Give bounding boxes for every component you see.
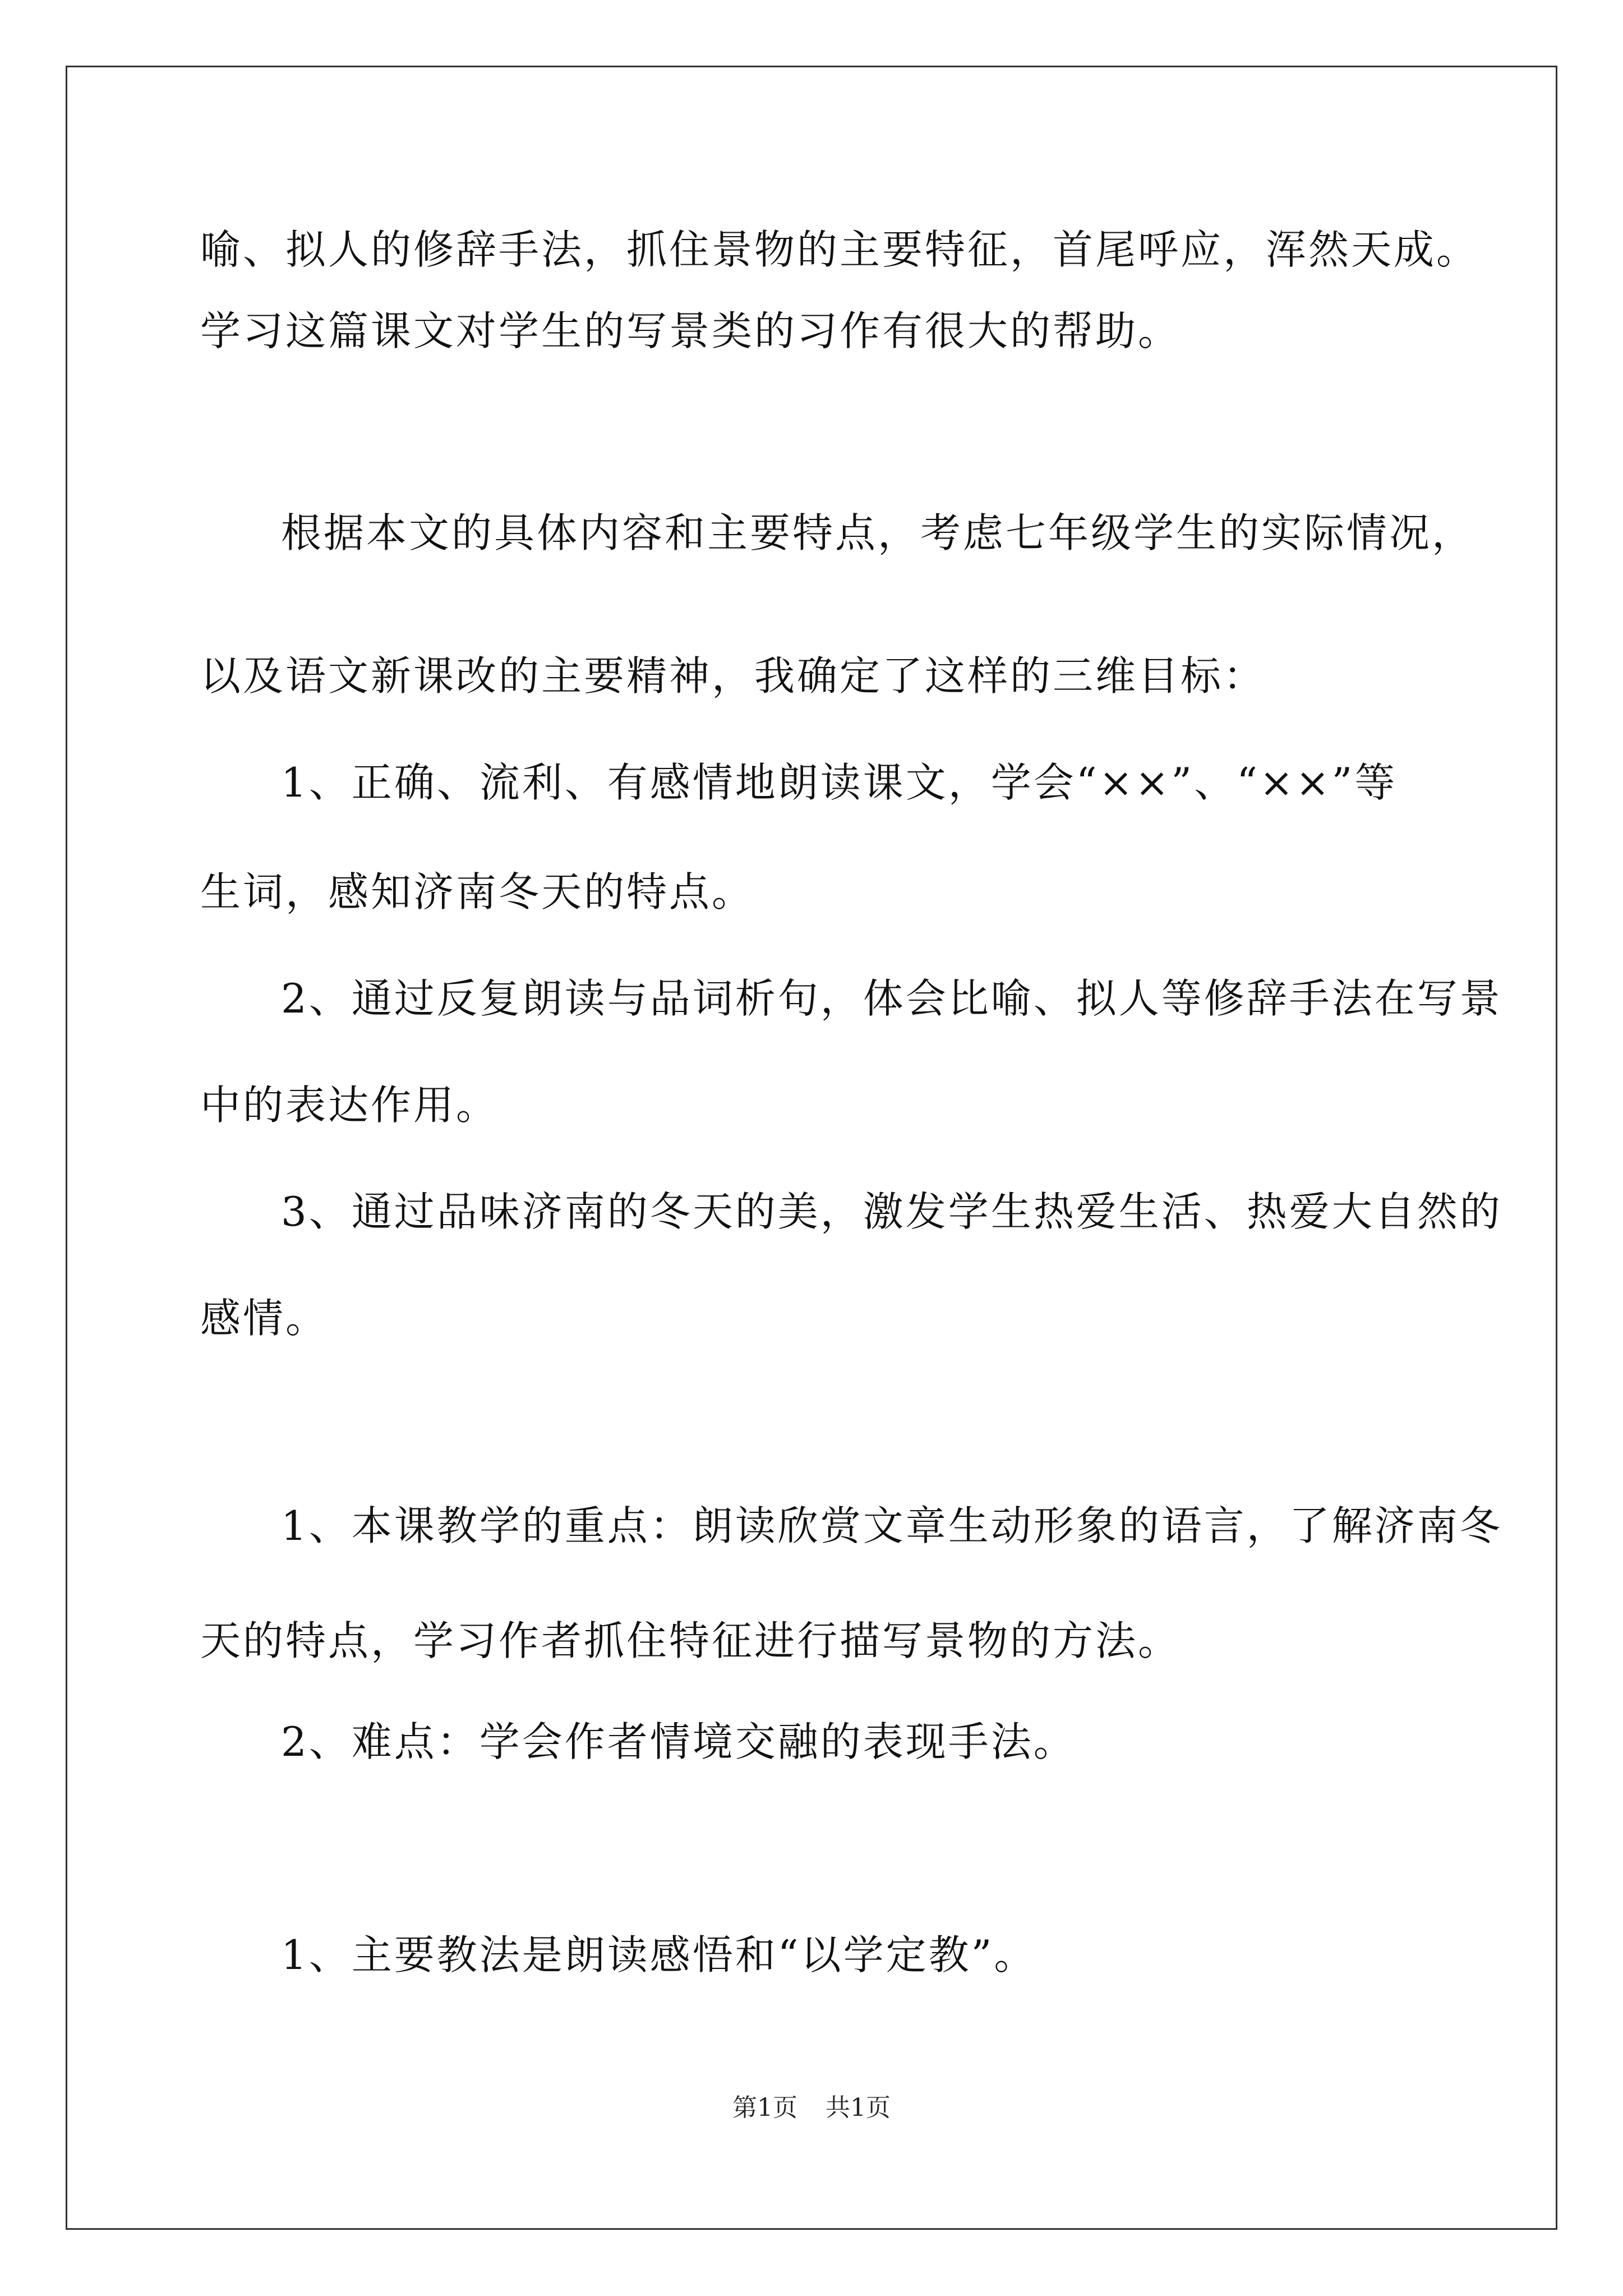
text-line: 2、通过反复朗读与品词析句，体会比喻、拟人等修辞手法在写景 bbox=[281, 975, 1502, 1022]
text-line: 生词，感知济南冬天的特点。 bbox=[200, 868, 755, 915]
page-number-total: 共1页 bbox=[826, 2093, 891, 2122]
text-line: 感情。 bbox=[200, 1295, 329, 1342]
text-line: 学习这篇课文对学生的写景类的习作有很大的帮助。 bbox=[200, 307, 1181, 355]
text-line: 根据本文的具体内容和主要特点，考虑七年级学生的实际情况， bbox=[281, 509, 1475, 556]
text-line: 喻、拟人的修辞手法，抓住景物的主要特征，首尾呼应，浑然天成。 bbox=[200, 226, 1479, 273]
text-line: 1、本课教学的重点：朗读欣赏文章生动形象的语言，了解济南冬 bbox=[281, 1502, 1502, 1549]
page-footer bbox=[0, 2091, 1623, 2125]
text-line: 1、正确、流利、有感情地朗读课文，学会“××”、“××”等 bbox=[281, 759, 1398, 806]
page-number-current: 第1页 bbox=[732, 2093, 797, 2122]
text-line: 天的特点，学习作者抓住特征进行描写景物的方法。 bbox=[200, 1617, 1181, 1664]
text-line: 2、难点：学会作者情境交融的表现手法。 bbox=[281, 1718, 1076, 1765]
text-line: 以及语文新课改的主要精神，我确定了这样的三维目标： bbox=[200, 652, 1266, 700]
text-line: 3、通过品味济南的冬天的美，激发学生热爱生活、热爱大自然的 bbox=[281, 1188, 1502, 1235]
page-border bbox=[66, 66, 1557, 2230]
text-line: 1、主要教法是朗读感悟和“以学定教”。 bbox=[281, 1931, 1037, 1978]
text-line: 中的表达作用。 bbox=[200, 1082, 499, 1129]
